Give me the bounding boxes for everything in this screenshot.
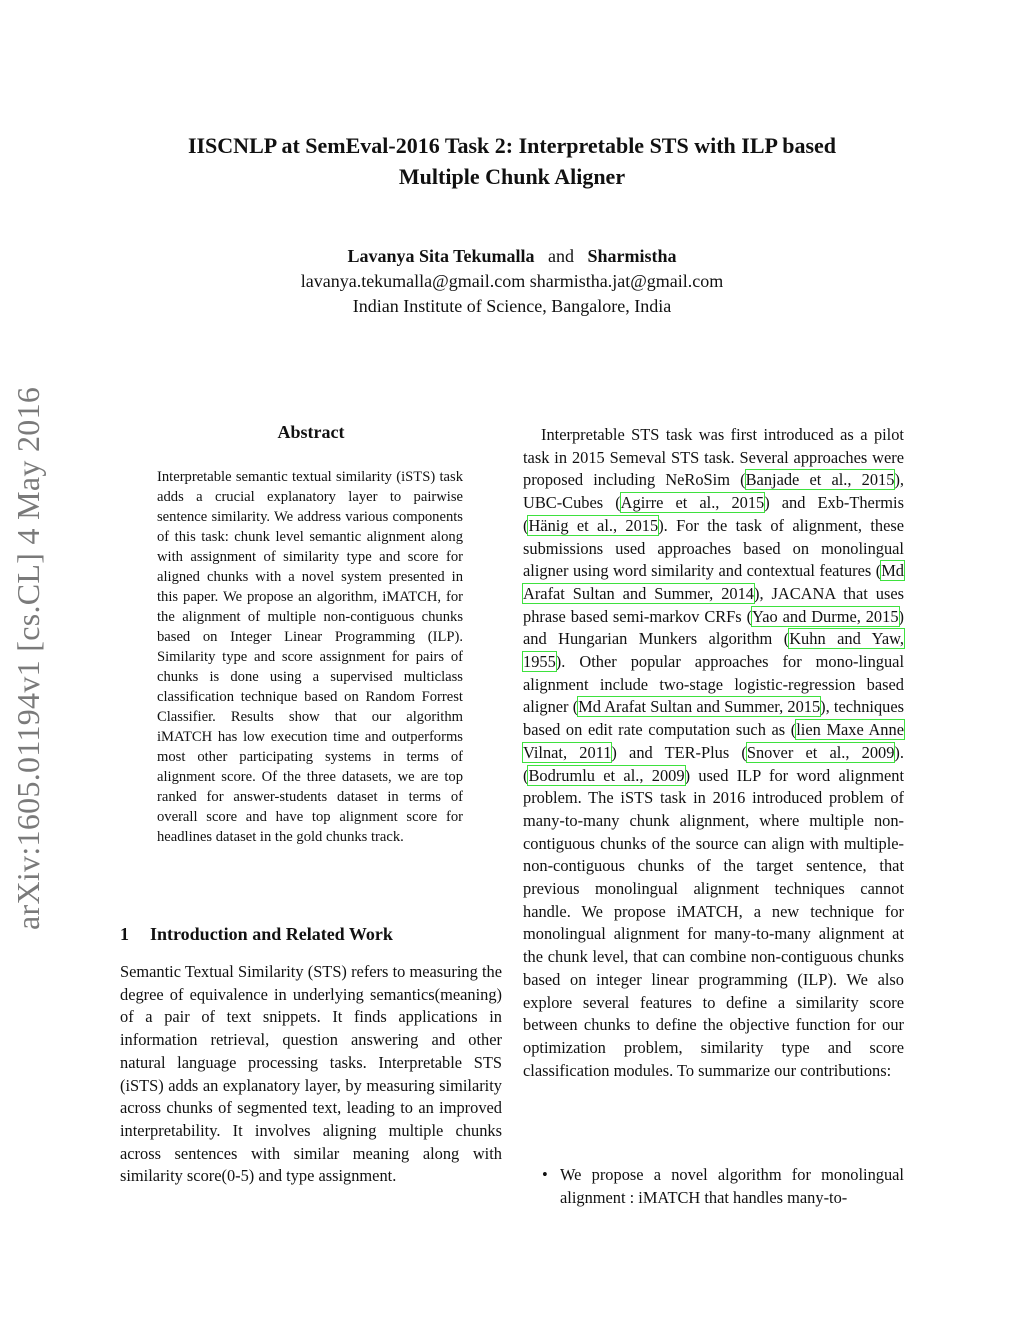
text-run: ), UBC-Cubes ( <box>523 470 904 513</box>
author-1: Lavanya Sita Tekumalla <box>347 246 535 266</box>
text-run: ), JACANA that uses phrase based semi-markov CRFs ( <box>523 583 904 626</box>
related-work-paragraph <box>523 424 904 1082</box>
citation-link[interactable]: Hänig et al., 2015 <box>528 515 659 535</box>
text-run: ), techniques based on edit rate computation such as ( <box>523 697 904 740</box>
author-conjunction: and <box>539 246 584 266</box>
list-item <box>523 1164 904 1209</box>
citation-link[interactable]: Md Arafat Sultan and Summer, 2014 <box>523 561 904 603</box>
text-run: ). For the task of alignment, these submissions used approaches based on monolingual aligner using word similarity and contextual features ( <box>523 515 904 581</box>
text-run: ) and Exb-Thermis ( <box>523 493 904 535</box>
text-run: ) and TER-Plus ( <box>611 742 747 762</box>
citation-link[interactable]: Agirre et al., 2015 <box>620 493 765 513</box>
abstract-body <box>157 467 463 847</box>
citation-link[interactable]: Md Arafat Sultan and Summer, 2015 <box>578 697 821 717</box>
arxiv-identifier: arXiv:1605.01194v1 [cs.CL] 4 May 2016 <box>10 386 46 930</box>
citation-link[interactable]: Yao and Durme, 2015 <box>752 606 899 626</box>
related-work-text <box>523 424 904 1082</box>
citation-link[interactable]: lien Maxe Anne Vilnat, 2011 <box>523 720 904 762</box>
text-run: ). ( <box>523 742 904 785</box>
abstract-text: Interpretable semantic textual similarity (iSTS) task adds a crucial explanatory layer to pairwise sentence similarity. We address various components of this task: chunk level semantic alignment along with assignment of similarity type and score for aligned chunks with a novel system presented in this paper. We propose an algorithm, iMATCH, for the alignment of multiple non-contiguous chunks based on Integer Linear Programming (ILP). Similarity type and score assignment for pairs of chunks is done using a supervised multiclass classification technique based on Random Forrest Classifier. Results show that our algorithm iMATCH has low execution time and outperforms most other participating systems in terms of alignment score. Of the three datasets, we are top ranked for answer-students dataset in terms of overall score and have top alignment score for headlines dataset in the gold chunks track. <box>157 469 463 845</box>
section-number: 1 <box>120 924 129 944</box>
title-line-2: Multiple Chunk Aligner <box>398 164 626 189</box>
text-run: ) and Hungarian Munkers algorithm ( <box>523 606 904 649</box>
author-block <box>100 244 924 319</box>
citation-link[interactable]: Banjade et al., 2015 <box>745 470 895 490</box>
citation-link[interactable]: Snover et al., 2009 <box>746 742 895 762</box>
section-title: Introduction and Related Work <box>150 924 393 944</box>
citation-link[interactable]: Kuhn and Yaw, 1955 <box>523 629 904 672</box>
author-emails: lavanya.tekumalla@gmail.com sharmistha.jat@gmail.com <box>300 271 724 291</box>
bullet-marker: • <box>542 1165 548 1184</box>
contributions-list <box>523 1164 904 1209</box>
introduction-paragraph <box>120 961 502 1188</box>
section-heading <box>120 924 502 945</box>
introduction-text: Semantic Textual Similarity (STS) refers to measuring the degree of equivalence in underlying semantics(meaning) of a pair of text snippets. It finds applications in information retrieval, question answering and other natural language processing tasks. Interpretable STS (iSTS) adds an explanatory layer, by measuring similarity across chunks of segmented text, leading to an improved interpretability. It involves aligning multiple chunks across sentences with similar meaning along with similarity score(0-5) and type assignment. <box>120 962 502 1186</box>
author-2: Sharmistha <box>587 246 677 266</box>
author-affiliation: Indian Institute of Science, Bangalore, India <box>352 296 672 316</box>
text-run: ). Other popular approaches for mono-lingual alignment include two-stage logistic-regression based aligner ( <box>523 652 904 717</box>
citation-link[interactable]: Bodrumlu et al., 2009 <box>528 765 685 785</box>
list-item-text: We propose a novel algorithm for monolingual alignment : iMATCH that handles many-to- <box>560 1165 904 1207</box>
title-line-1: IISCNLP at SemEval-2016 Task 2: Interpretable STS with ILP based <box>187 133 837 158</box>
text-run: ) used ILP for word alignment problem. The iSTS task in 2016 introduced problem of many-to-many chunk alignment, where multiple non-contiguous chunks of the source can align with multiple-non-contiguous chunks of the target sentence, that previous monolingual alignment techniques cannot handle. We propose iMATCH, a new technique for monolingual alignment for many-to-many alignment at the chunk level, that can combine non-contiguous chunks based on integer linear programming (ILP). We also explore several features to define a similarity score between chunks to define the objective function for our optimization problem, similarity type and score classification modules. To summarize our contributions: <box>523 765 905 1080</box>
text-run: Interpretable STS task was first introduced as a pilot task in 2015 Semeval STS task. Several approaches were proposed including NeRoSim ( <box>523 425 904 490</box>
abstract-heading: Abstract <box>277 422 345 442</box>
paper-title <box>100 130 924 192</box>
author-names <box>100 244 924 269</box>
